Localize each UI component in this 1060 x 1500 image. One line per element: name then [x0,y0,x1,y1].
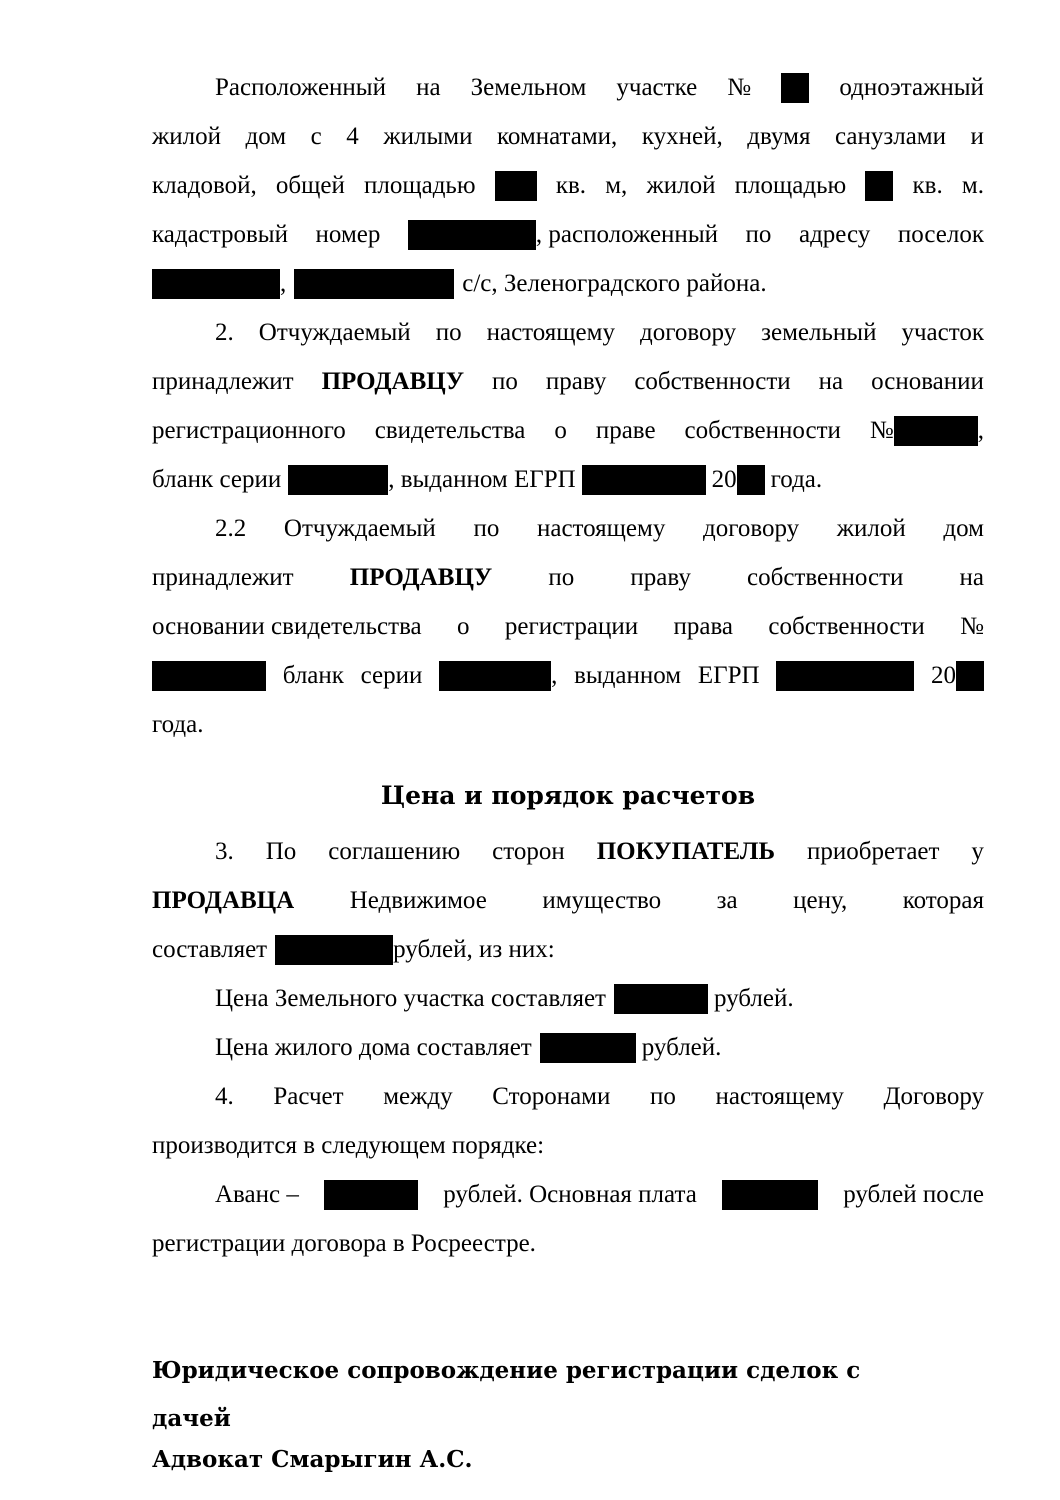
word: и [970,123,984,150]
word: рублей. [641,1034,722,1061]
word: принадлежит [152,368,294,395]
word: по [548,564,575,591]
seller-label: ПРОДАВЦУ [321,368,465,395]
word: площадью [734,172,847,199]
word: жилыми [383,123,473,150]
advance-label: Аванс – [215,1181,299,1208]
word: Договору [883,1083,984,1110]
text-line [215,512,984,546]
text-line [152,365,984,399]
text-line [152,414,984,448]
word: бланк серии [152,466,282,493]
word: Расчет [273,1083,344,1110]
word: м. [961,172,984,199]
word: общей [275,172,345,199]
word: выданном [574,662,682,689]
footer-line: Юридическое сопровождение регистрации сделок с [152,1357,861,1384]
word: м, [605,172,628,199]
text-line [152,659,984,693]
word: серии [360,662,423,689]
word: регистрационного [152,417,346,444]
word: участке [616,74,698,101]
word: № [869,417,894,444]
word: жилой [836,515,906,542]
word: санузлами [834,123,947,150]
word: Отчуждаемый [258,319,411,346]
word: двумя [747,123,811,150]
word: имущество [542,887,662,914]
redaction-block [324,1180,418,1210]
word: у [971,838,984,865]
redaction-block [540,1033,636,1063]
word: свидетельства [374,417,526,444]
text-line [152,561,984,595]
word: основании свидетельства [152,613,422,640]
word: рублей. Основная плата [443,1181,697,1208]
text-line [152,463,984,497]
word: По [265,838,297,865]
redaction-block [582,465,706,495]
word: сторон [492,838,565,865]
word: 2.2 [215,515,247,542]
redaction-block [408,220,536,250]
word: с [310,123,322,150]
word: 4. [215,1083,234,1110]
word: жилой [646,172,716,199]
text-line [152,218,984,252]
word: Отчуждаемый [283,515,436,542]
word: Недвижимое [349,887,487,914]
word: основании [871,368,984,395]
redaction-block [152,269,280,299]
text-line [152,708,984,742]
text-line [215,316,984,350]
redaction-block [275,935,393,965]
word: приобретает [807,838,940,865]
word: , [280,270,287,297]
word: между [383,1083,453,1110]
section-heading: Цена и порядок расчетов [380,781,756,810]
word: ЕГРП [697,662,760,689]
text-line [152,884,984,918]
redaction-block [288,465,388,495]
word: № [727,74,752,101]
word: дом [943,515,984,542]
word: на [959,564,984,591]
word: № [960,613,984,640]
word: 4 [346,123,359,150]
text-line [152,169,984,203]
redaction-block [737,465,765,495]
word: рублей, из них: [393,936,555,963]
word: 2. [215,319,234,346]
word: участок [901,319,984,346]
word: , [977,417,984,444]
text-line [215,835,984,869]
word: Сторонами [492,1083,611,1110]
text-line [152,933,984,967]
word: кадастровый [152,221,288,248]
word: бланк [282,662,344,689]
word-group [439,659,557,693]
word: договору [639,319,737,346]
redaction-block [294,269,454,299]
word: Земельном [470,74,587,101]
word: года. [152,711,204,738]
word: кв. [912,172,943,199]
redaction-block [152,661,266,691]
redaction-block [439,661,551,691]
word: права [673,613,734,640]
text-line [152,610,984,644]
word: цену, [793,887,848,914]
word: которая [902,887,984,914]
word: составляет [152,936,268,963]
word: праву [545,368,607,395]
word: кв. [555,172,587,199]
word: комнатами, [496,123,618,150]
word: одноэтажный [839,74,984,101]
word: 20 [930,662,956,689]
word: дом [245,123,287,150]
text-line [152,267,984,301]
redaction-block [865,171,893,201]
word: рублей. [713,985,794,1012]
word-group [870,414,984,448]
word: площадью [364,172,476,199]
text-line [152,1129,984,1163]
word: кухней, [641,123,723,150]
redaction-block [614,984,708,1014]
word: на [416,74,441,101]
word: жилой [152,123,222,150]
word: адресу [798,221,871,248]
footer-author: Адвокат Смарыгин А.С. [152,1446,473,1473]
word: поселок [897,221,984,248]
word: собственности [634,368,791,395]
text-line [215,1178,984,1212]
redaction-block [956,661,984,691]
text-line [215,1031,984,1065]
text-line [215,1080,984,1114]
redaction-block [781,73,809,103]
word-group [931,659,984,693]
word: собственности [768,613,925,640]
word: года. [770,466,823,493]
redaction-block [722,1180,818,1210]
seller-label: ПРОДАВЦУ [349,564,493,591]
word: рублей после [843,1181,984,1208]
word: собственности [684,417,841,444]
word: регистрации [504,613,639,640]
word: по [650,1083,676,1110]
word: настоящему [536,515,666,542]
word: о [457,613,470,640]
text-line [152,120,984,154]
redaction-block [495,171,537,201]
word: на [818,368,844,395]
redaction-block [776,661,914,691]
word: с/с, Зеленоградского района. [462,270,767,297]
buyer-label: ПОКУПАТЕЛЬ [596,838,776,865]
word-group [408,218,718,252]
word: , выданном ЕГРП [388,466,576,493]
word: 20 [711,466,737,493]
seller-label: ПРОДАВЦА [152,887,295,914]
word: за [716,887,738,914]
word: Расположенный [215,74,386,101]
footer-line: дачей [152,1405,231,1432]
word: соглашению [328,838,461,865]
text-line [215,71,984,105]
word: регистрации договора в Росреестре. [152,1230,536,1257]
word: номер [315,221,381,248]
word: по [492,368,518,395]
word: праве [595,417,656,444]
land-price-label: Цена Земельного участка составляет [215,985,606,1012]
word: принадлежит [152,564,294,591]
text-line [152,1227,984,1261]
word: праву [630,564,691,591]
word: 3. [215,838,234,865]
word: кладовой, [152,172,257,199]
word: договору [702,515,800,542]
redaction-block [894,416,978,446]
word: о [554,417,567,444]
word: по [745,221,772,248]
word: настоящему [715,1083,844,1110]
word: по [473,515,500,542]
word: производится в следующем порядке: [152,1132,545,1159]
house-price-label: Цена жилого дома составляет [215,1034,532,1061]
word: , [551,662,558,689]
text-line [215,982,984,1016]
word: настоящему [486,319,615,346]
word: по [435,319,462,346]
word: , расположенный [535,221,718,248]
word: собственности [747,564,904,591]
word: земельный [761,319,877,346]
